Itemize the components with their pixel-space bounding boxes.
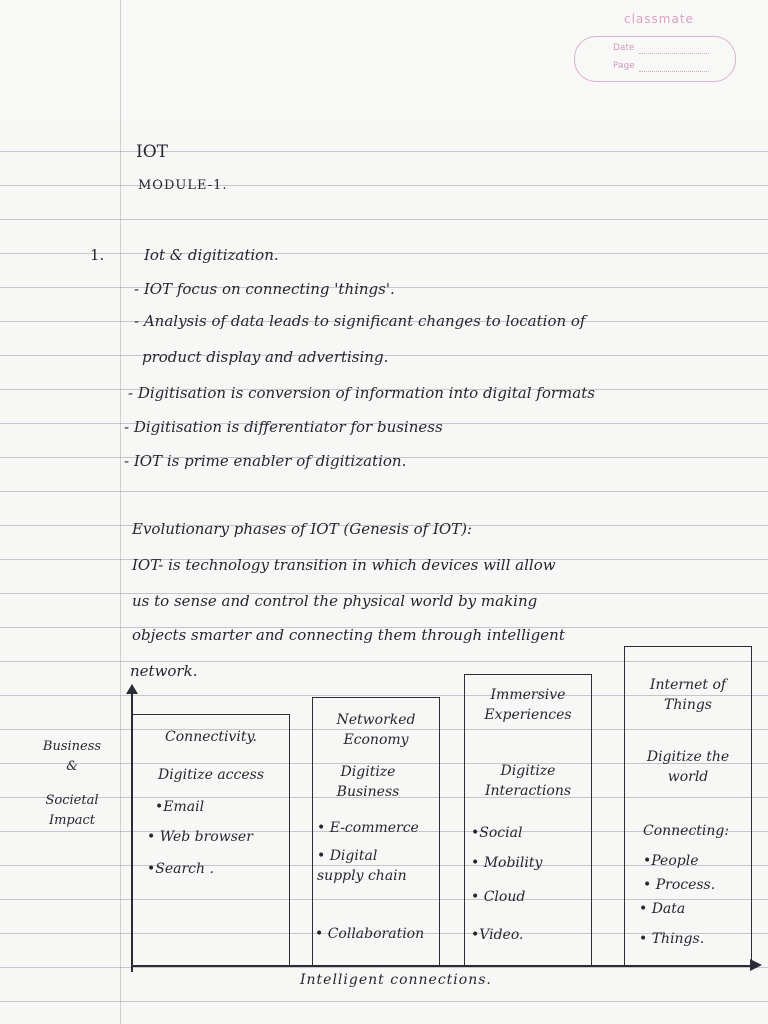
phase-item: •Social (471, 825, 523, 841)
margin-line (120, 0, 121, 1024)
phase-title: Internet of Things (649, 677, 727, 713)
page-title: IOT (136, 142, 168, 162)
bullet-line: - IOT focus on connecting 'things'. (134, 280, 395, 298)
section-heading: Iot & digitization. (144, 246, 279, 264)
phase-title: Immersive Experiences (484, 687, 572, 723)
phase-connectivity (132, 714, 290, 966)
bullet-line: - Digitisation is differentiator for business (124, 418, 443, 436)
module-label: MODULE-1. (138, 178, 228, 193)
paragraph-line: objects smarter and connecting them through intelligent (132, 626, 565, 644)
paragraph-line: us to sense and control the physical world by making (132, 592, 538, 610)
phase-internet-of-things (624, 646, 752, 966)
phase-item: • Data (639, 901, 686, 917)
y-axis-label-line: Business (42, 739, 102, 754)
y-axis-label-line: & (66, 759, 78, 774)
section-title: Evolutionary phases of IOT (Genesis of IOT): (132, 520, 473, 538)
x-axis-label: Intelligent connections. (300, 972, 492, 988)
phase-subheading: Connecting: (643, 823, 730, 839)
phase-subtitle: Digitize Interactions (484, 763, 572, 799)
phase-item: • Web browser (147, 829, 253, 845)
phase-title: Networked Economy (336, 712, 416, 748)
paragraph-line: IOT- is technology transition in which devices will allow (132, 556, 556, 574)
phase-networked-economy (312, 697, 440, 966)
bullet-line: - Analysis of data leads to significant changes to location of (134, 312, 586, 330)
phase-immersive-experiences (464, 674, 592, 966)
phase-item: • Things. (639, 931, 705, 947)
date-label: Date (613, 43, 635, 53)
phase-item: •Video. (471, 927, 524, 943)
date-page-box (574, 36, 736, 82)
phase-subtitle: Digitize access (157, 767, 265, 783)
phase-item: • E-commerce (317, 820, 419, 836)
phase-item: •Email (155, 799, 205, 815)
phase-item: • Collaboration (315, 926, 425, 942)
phase-item: •People (643, 853, 699, 869)
bullet-line: - IOT is prime enabler of digitization. (124, 452, 407, 470)
paragraph-line: network. (130, 662, 198, 680)
phase-item: • Digital supply chain (317, 848, 407, 884)
phase-item: • Process. (643, 877, 716, 893)
phase-item: • Cloud (471, 889, 526, 905)
phase-item: • Mobility (471, 855, 543, 871)
y-axis-label-line: Societal (45, 793, 99, 808)
phase-title: Connectivity. (165, 729, 257, 745)
page-line (639, 71, 709, 73)
bullet-line: - Digitisation is conversion of information into digital formats (128, 384, 595, 402)
phase-item: •Search . (147, 861, 214, 877)
brand-logo-text: classmate (624, 12, 694, 26)
bullet-line: product display and advertising. (142, 348, 389, 366)
page-label: Page (613, 61, 635, 71)
y-axis-label-line: Impact (48, 813, 96, 828)
date-line (639, 53, 709, 55)
phase-subtitle: Digitize Business (336, 764, 400, 800)
section-number: 1. (90, 246, 105, 264)
phase-subtitle: Digitize the world (646, 749, 730, 785)
